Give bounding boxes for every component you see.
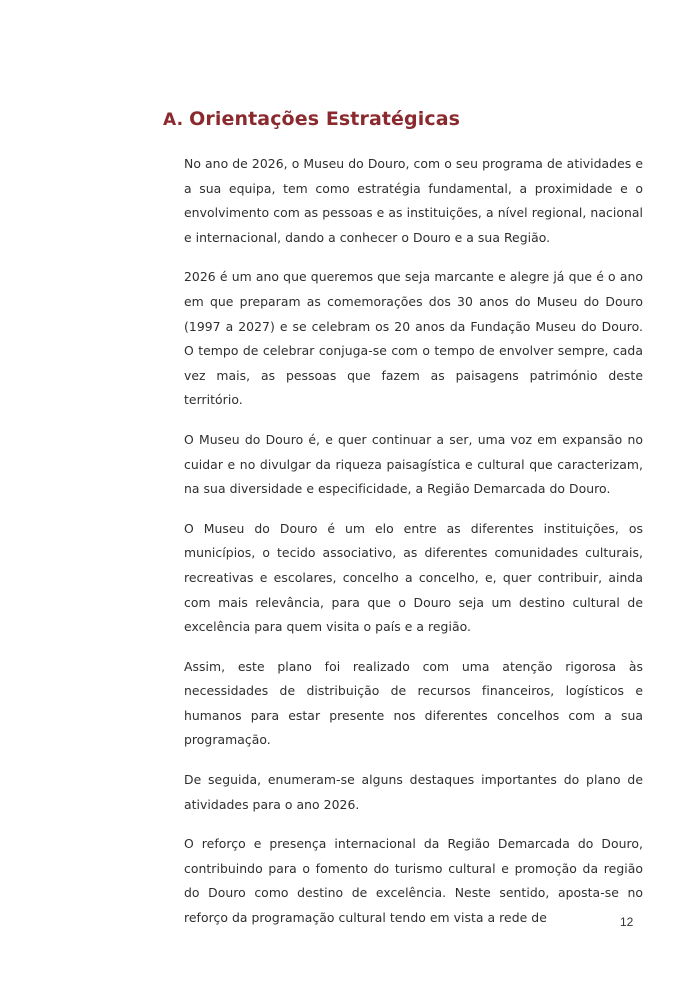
section-title: Orientações Estratégicas (189, 108, 461, 130)
paragraph: De seguida, enumeram-se alguns destaques importantes do plano de atividades para o ano 2026. (184, 772, 643, 812)
paragraph: 2026 é um ano que queremos que seja marcante e alegre já que é o ano em que preparam as comemorações dos 30 anos do Museu do Douro (1997 a 2027) e se celebram os 20 anos da Fundação Museu do Douro. O tempo de celebrar conjuga-se com o tempo de envolver sempre, cada vez mais, as pessoas que fazem as paisagens património deste território. (184, 269, 643, 408)
paragraph: O Museu do Douro é, e quer continuar a ser, uma voz em expansão no cuidar e no divulgar da riqueza paisagística e cultural que caracterizam, na sua diversidade e especificidade, a Região Demarcada do Douro. (184, 431, 643, 497)
paragraph: No ano de 2026, o Museu do Douro, com o seu programa de atividades e a sua equipa, tem como estratégia fundamental, a proximidade e o envolvimento com as pessoas e as instituições, a nível regional, nacional e internacional, dando a conhecer o Douro e a sua Região. (184, 156, 643, 245)
section-heading (163, 108, 460, 130)
page-number: 12 (620, 915, 634, 929)
paragraph: O Museu do Douro é um elo entre as diferentes instituições, os municípios, o tecido associativo, as diferentes comunidades culturais, recreativas e escolares, concelho a concelho, e, quer contribuir, ainda com mais relevância, para que o Douro seja um destino cultural de excelência para quem visita o país e a região. (184, 520, 643, 635)
paragraph: Assim, este plano foi realizado com uma atenção rigorosa às necessidades de distribuição de recursos financeiros, logísticos e humanos para estar presente nos diferentes concelhos com a sua programação. (184, 658, 643, 748)
body-text (184, 152, 643, 946)
paragraph: O reforço e presença internacional da Região Demarcada do Douro, contribuindo para o fomento do turismo cultural e promoção da região do Douro como destino de excelência. Neste sentido, aposta-se no reforço da programação cultural tendo em vista a rede de (184, 836, 643, 926)
section-letter: A. (163, 110, 184, 130)
